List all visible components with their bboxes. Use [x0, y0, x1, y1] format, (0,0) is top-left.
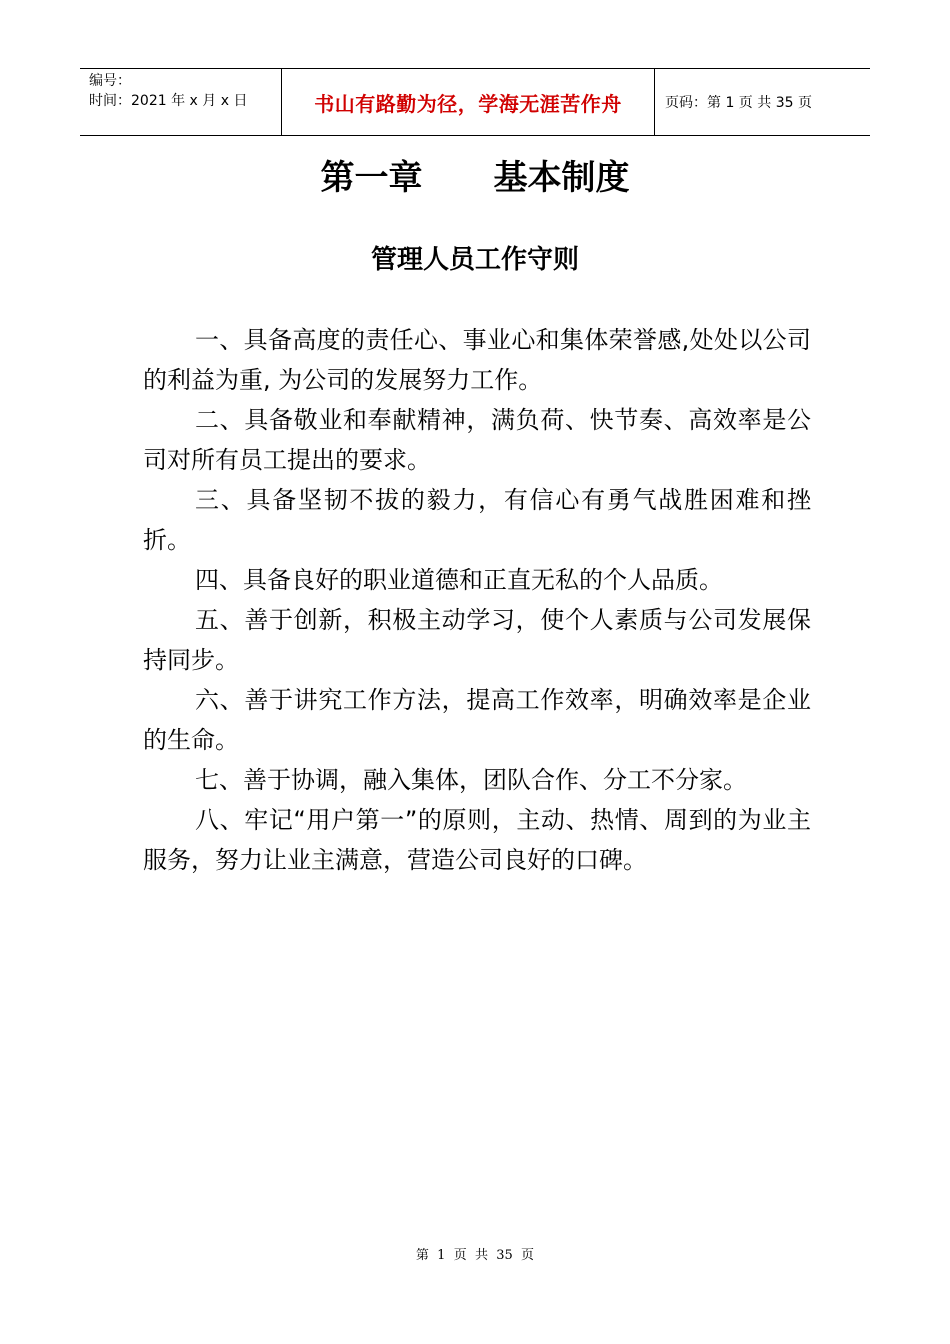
paragraph: 八、牢记“用户第一”的原则，主动、热情、周到的为业主服务，努力让业主满意，营造公司良好的口碑。	[143, 806, 811, 874]
chapter-title: 第一章 基本制度	[320, 158, 630, 198]
paragraph: 四、具备良好的职业道德和正直无私的个人品质。	[195, 566, 723, 594]
section-title: 管理人员工作守则	[370, 245, 579, 275]
paragraph: 一、具备高度的责任心、事业心和集体荣誉感,处处以公司的利益为重, 为公司的发展努力工作。	[143, 326, 811, 394]
page-footer: 第 1 页 共 35 页	[415, 1248, 535, 1263]
document-body	[143, 320, 811, 880]
paragraph: 七、善于协调，融入集体，团队合作、分工不分家。	[195, 766, 747, 794]
document-date-label: 时间：2021 年 x 月 x 日	[89, 93, 248, 109]
header-meta-cell	[80, 69, 282, 135]
paragraph: 三、具备坚韧不拔的毅力，有信心有勇气战胜困难和挫折。	[143, 486, 811, 554]
header-motto: 书山有路勤为径，学海无涯苦作舟	[314, 91, 622, 116]
header-motto-cell	[282, 69, 655, 135]
paragraph: 二、具备敬业和奉献精神，满负荷、快节奏、高效率是公司对所有员工提出的要求。	[143, 406, 811, 474]
header-page-cell	[655, 69, 870, 135]
document-number-label: 编号：	[89, 73, 131, 89]
document-header	[80, 68, 870, 136]
paragraph: 六、善于讲究工作方法，提高工作效率，明确效率是企业的生命。	[143, 686, 811, 754]
paragraph: 五、善于创新，积极主动学习，使个人素质与公司发展保持同步。	[143, 606, 811, 674]
header-page-info: 页码：第 1 页 共 35 页	[665, 95, 812, 111]
